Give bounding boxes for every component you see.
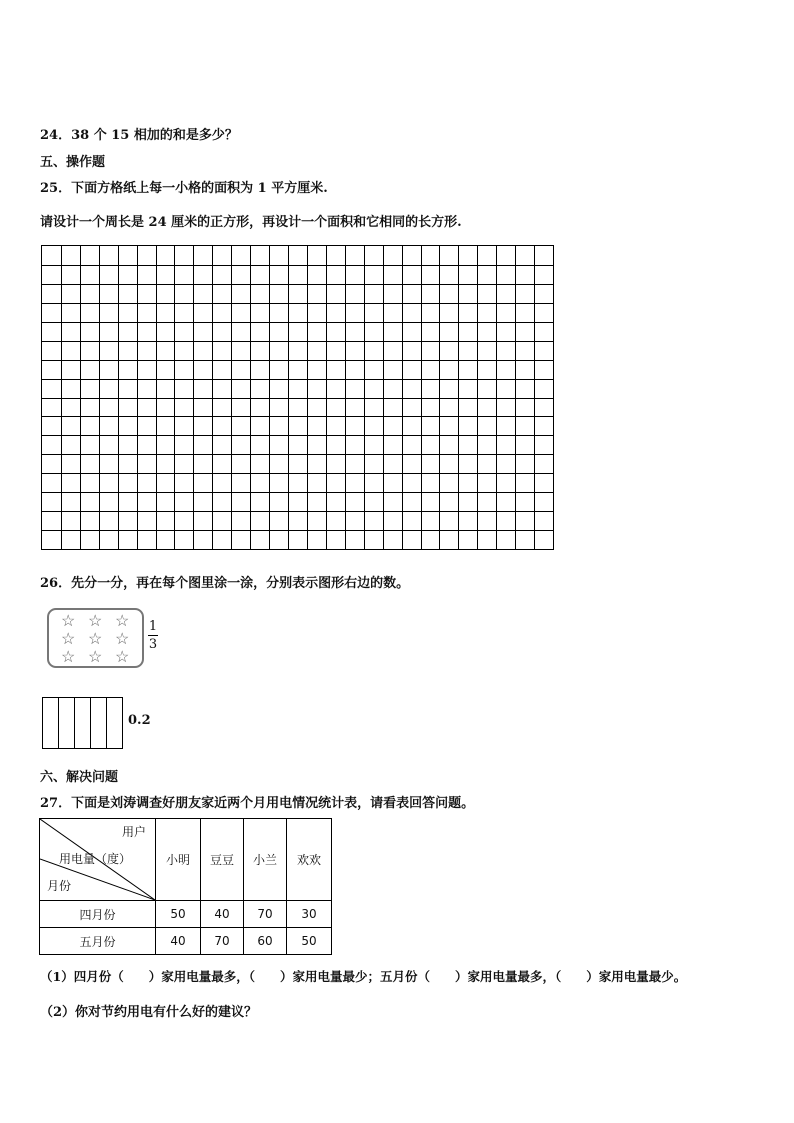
- header-doudou: 豆豆: [201, 819, 244, 901]
- rectangle-part[interactable]: [91, 698, 107, 748]
- fraction-denominator: 3: [148, 637, 158, 652]
- header-xiaoming: 小明: [156, 819, 201, 901]
- table-cell: 60: [244, 928, 287, 955]
- star-icon[interactable]: ☆: [61, 629, 76, 648]
- electricity-usage-table: [39, 818, 332, 955]
- table-cell: 50: [156, 901, 201, 928]
- table-cell: 30: [287, 901, 332, 928]
- star-icon[interactable]: ☆: [61, 611, 76, 630]
- decimal-label: 0.2: [128, 713, 151, 728]
- corner-month-label: 月份: [47, 879, 72, 893]
- table-cell: 40: [156, 928, 201, 955]
- fraction-numerator: 1: [148, 619, 158, 634]
- header-huanhuan: 欢欢: [287, 819, 332, 901]
- question-24: 24．38 个 15 相加的和是多少？: [40, 128, 238, 143]
- row-month: 四月份: [40, 901, 156, 928]
- header-xiaolan: 小兰: [244, 819, 287, 901]
- star-group-box[interactable]: [47, 608, 144, 668]
- question-27-part-1: （1）四月份（ ）家用电量最多，（ ）家用电量最少；五月份（ ）家用电量最多，（ ）家用电量最少。: [40, 969, 687, 984]
- star-icon[interactable]: ☆: [61, 647, 76, 666]
- fraction-bar: [148, 635, 158, 636]
- table-cell: 40: [201, 901, 244, 928]
- table-row: [40, 901, 332, 928]
- rectangle-part[interactable]: [43, 698, 59, 748]
- table-row: [40, 928, 332, 955]
- corner-user-label: 用户: [122, 825, 147, 839]
- star-icon[interactable]: ☆: [115, 647, 130, 666]
- square-grid-paper[interactable]: [41, 245, 554, 550]
- table-corner-cell: [40, 819, 156, 901]
- row-month: 五月份: [40, 928, 156, 955]
- star-icon[interactable]: ☆: [88, 611, 103, 630]
- question-25-instruction: 请设计一个周长是 24 厘米的正方形，再设计一个面积和它相同的长方形.: [40, 215, 462, 230]
- section-5-heading: 五、操作题: [40, 155, 106, 170]
- star-icon[interactable]: ☆: [88, 647, 103, 666]
- corner-usage-label: 用电量（度）: [59, 852, 132, 866]
- question-26: 26．先分一分，再在每个图里涂一涂，分别表示图形右边的数。: [40, 576, 410, 591]
- partitioned-rectangle[interactable]: [42, 697, 123, 749]
- rectangle-part[interactable]: [75, 698, 91, 748]
- table-cell: 70: [244, 901, 287, 928]
- fraction-label: [148, 619, 158, 652]
- rectangle-part[interactable]: [107, 698, 122, 748]
- question-27-part-2: （2）你对节约用电有什么好的建议？: [40, 1005, 258, 1020]
- star-icon[interactable]: ☆: [115, 611, 130, 630]
- question-27: 27．下面是刘涛调查好朋友家近两个月用电情况统计表，请看表回答问题。: [40, 796, 475, 811]
- table-cell: 50: [287, 928, 332, 955]
- grid-lines: [42, 246, 553, 549]
- table-cell: 70: [201, 928, 244, 955]
- rectangle-part[interactable]: [59, 698, 75, 748]
- star-icon[interactable]: ☆: [88, 629, 103, 648]
- section-6-heading: 六、解决问题: [40, 770, 119, 785]
- star-icon[interactable]: ☆: [115, 629, 130, 648]
- question-25: 25．下面方格纸上每一小格的面积为 1 平方厘米.: [40, 181, 328, 196]
